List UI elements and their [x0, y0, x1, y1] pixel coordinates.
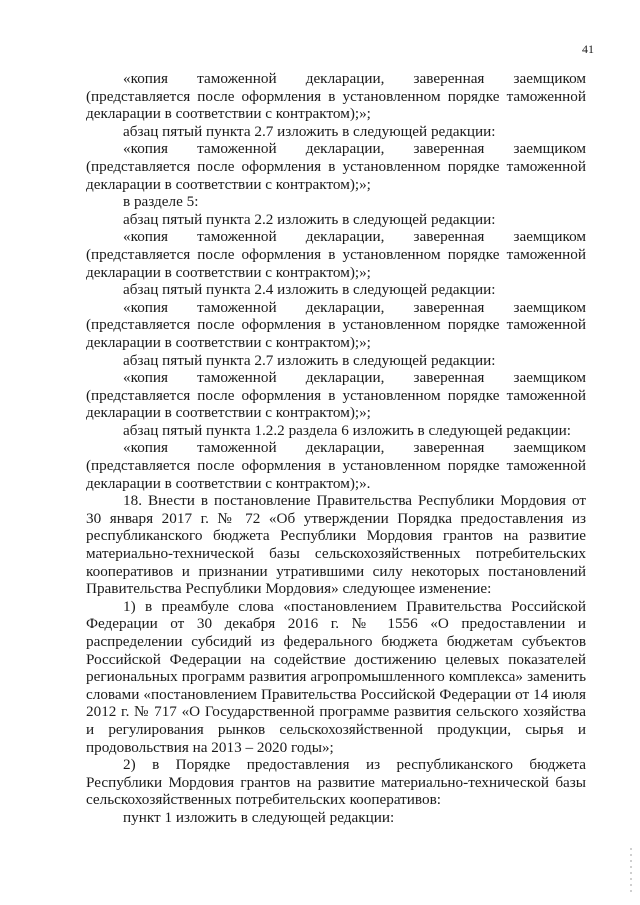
paragraph: «копия таможенной декларации, заверенная заемщиком (представляется после оформления в установленном порядке таможенной декларации в соответствии с контрактом);»;	[86, 369, 586, 422]
paragraph: пункт 1 изложить в следующей редакции:	[123, 808, 395, 826]
page-number: 41	[582, 42, 594, 56]
paragraph: абзац пятый пункта 2.4 изложить в следующей редакции:	[123, 281, 496, 299]
paragraph: «копия таможенной декларации, заверенная заемщиком (представляется после оформления в установленном порядке таможенной декларации в соответствии с контрактом);».	[86, 439, 586, 492]
scan-artifact	[630, 848, 632, 896]
paragraph: абзац пятый пункта 2.7 изложить в следующей редакции:	[123, 122, 496, 140]
paragraph: «копия таможенной декларации, заверенная заемщиком (представляется после оформления в установленном порядке таможенной декларации в соответствии с контрактом);»;	[86, 228, 586, 281]
paragraph: абзац пятый пункта 2.2 изложить в следующей редакции:	[123, 210, 496, 228]
paragraph: «копия таможенной декларации, заверенная заемщиком (представляется после оформления в установленном порядке таможенной декларации в соответствии с контрактом);»;	[86, 140, 586, 193]
paragraph: 2) в Порядке предоставления из республиканского бюджета Республики Мордовия грантов на развитие материально-технической базы сельскохозяйственных потребительских кооперативов:	[86, 756, 586, 809]
paragraph: в разделе 5:	[123, 193, 199, 211]
paragraph: абзац пятый пункта 2.7 изложить в следующей редакции:	[123, 351, 496, 369]
paragraph: «копия таможенной декларации, заверенная заемщиком (представляется после оформления в установленном порядке таможенной декларации в соответствии с контрактом);»;	[86, 298, 586, 351]
paragraph: 1) в преамбуле слова «постановлением Правительства Российской Федерации от 30 декабря 2016 г. № 1556 «О предоставлении и распределении субсидий из федерального бюджета бюджетам субъектов Российской Федерации на содействие достижению целевых показателей региональных программ развития агропромышленного комплекса» заменить словами «постановлением Правительства Российской Федерации от 14 июля 2012 г. № 717 «О Государственной программе развития сельского хозяйства и регулирования рынков сельскохозяйственной продукции, сырья и продовольствия на 2013 – 2020 годы»;	[86, 597, 586, 756]
document-body	[86, 70, 586, 827]
paragraph: 18. Внести в постановление Правительства Республики Мордовия от 30 января 2017 г. № 72 «Об утверждении Порядка предоставления из республиканского бюджета Республики Мордовия грантов на развитие материально-технической базы сельскохозяйственных потребительских кооперативов и признании утратившими силу некоторых постановлений Правительства Республики Мордовия» следующее изменение:	[86, 492, 586, 598]
paragraph: «копия таможенной декларации, заверенная заемщиком (представляется после оформления в установленном порядке таможенной декларации в соответствии с контрактом);»;	[86, 70, 586, 123]
paragraph: абзац пятый пункта 1.2.2 раздела 6 изложить в следующей редакции:	[123, 421, 571, 439]
